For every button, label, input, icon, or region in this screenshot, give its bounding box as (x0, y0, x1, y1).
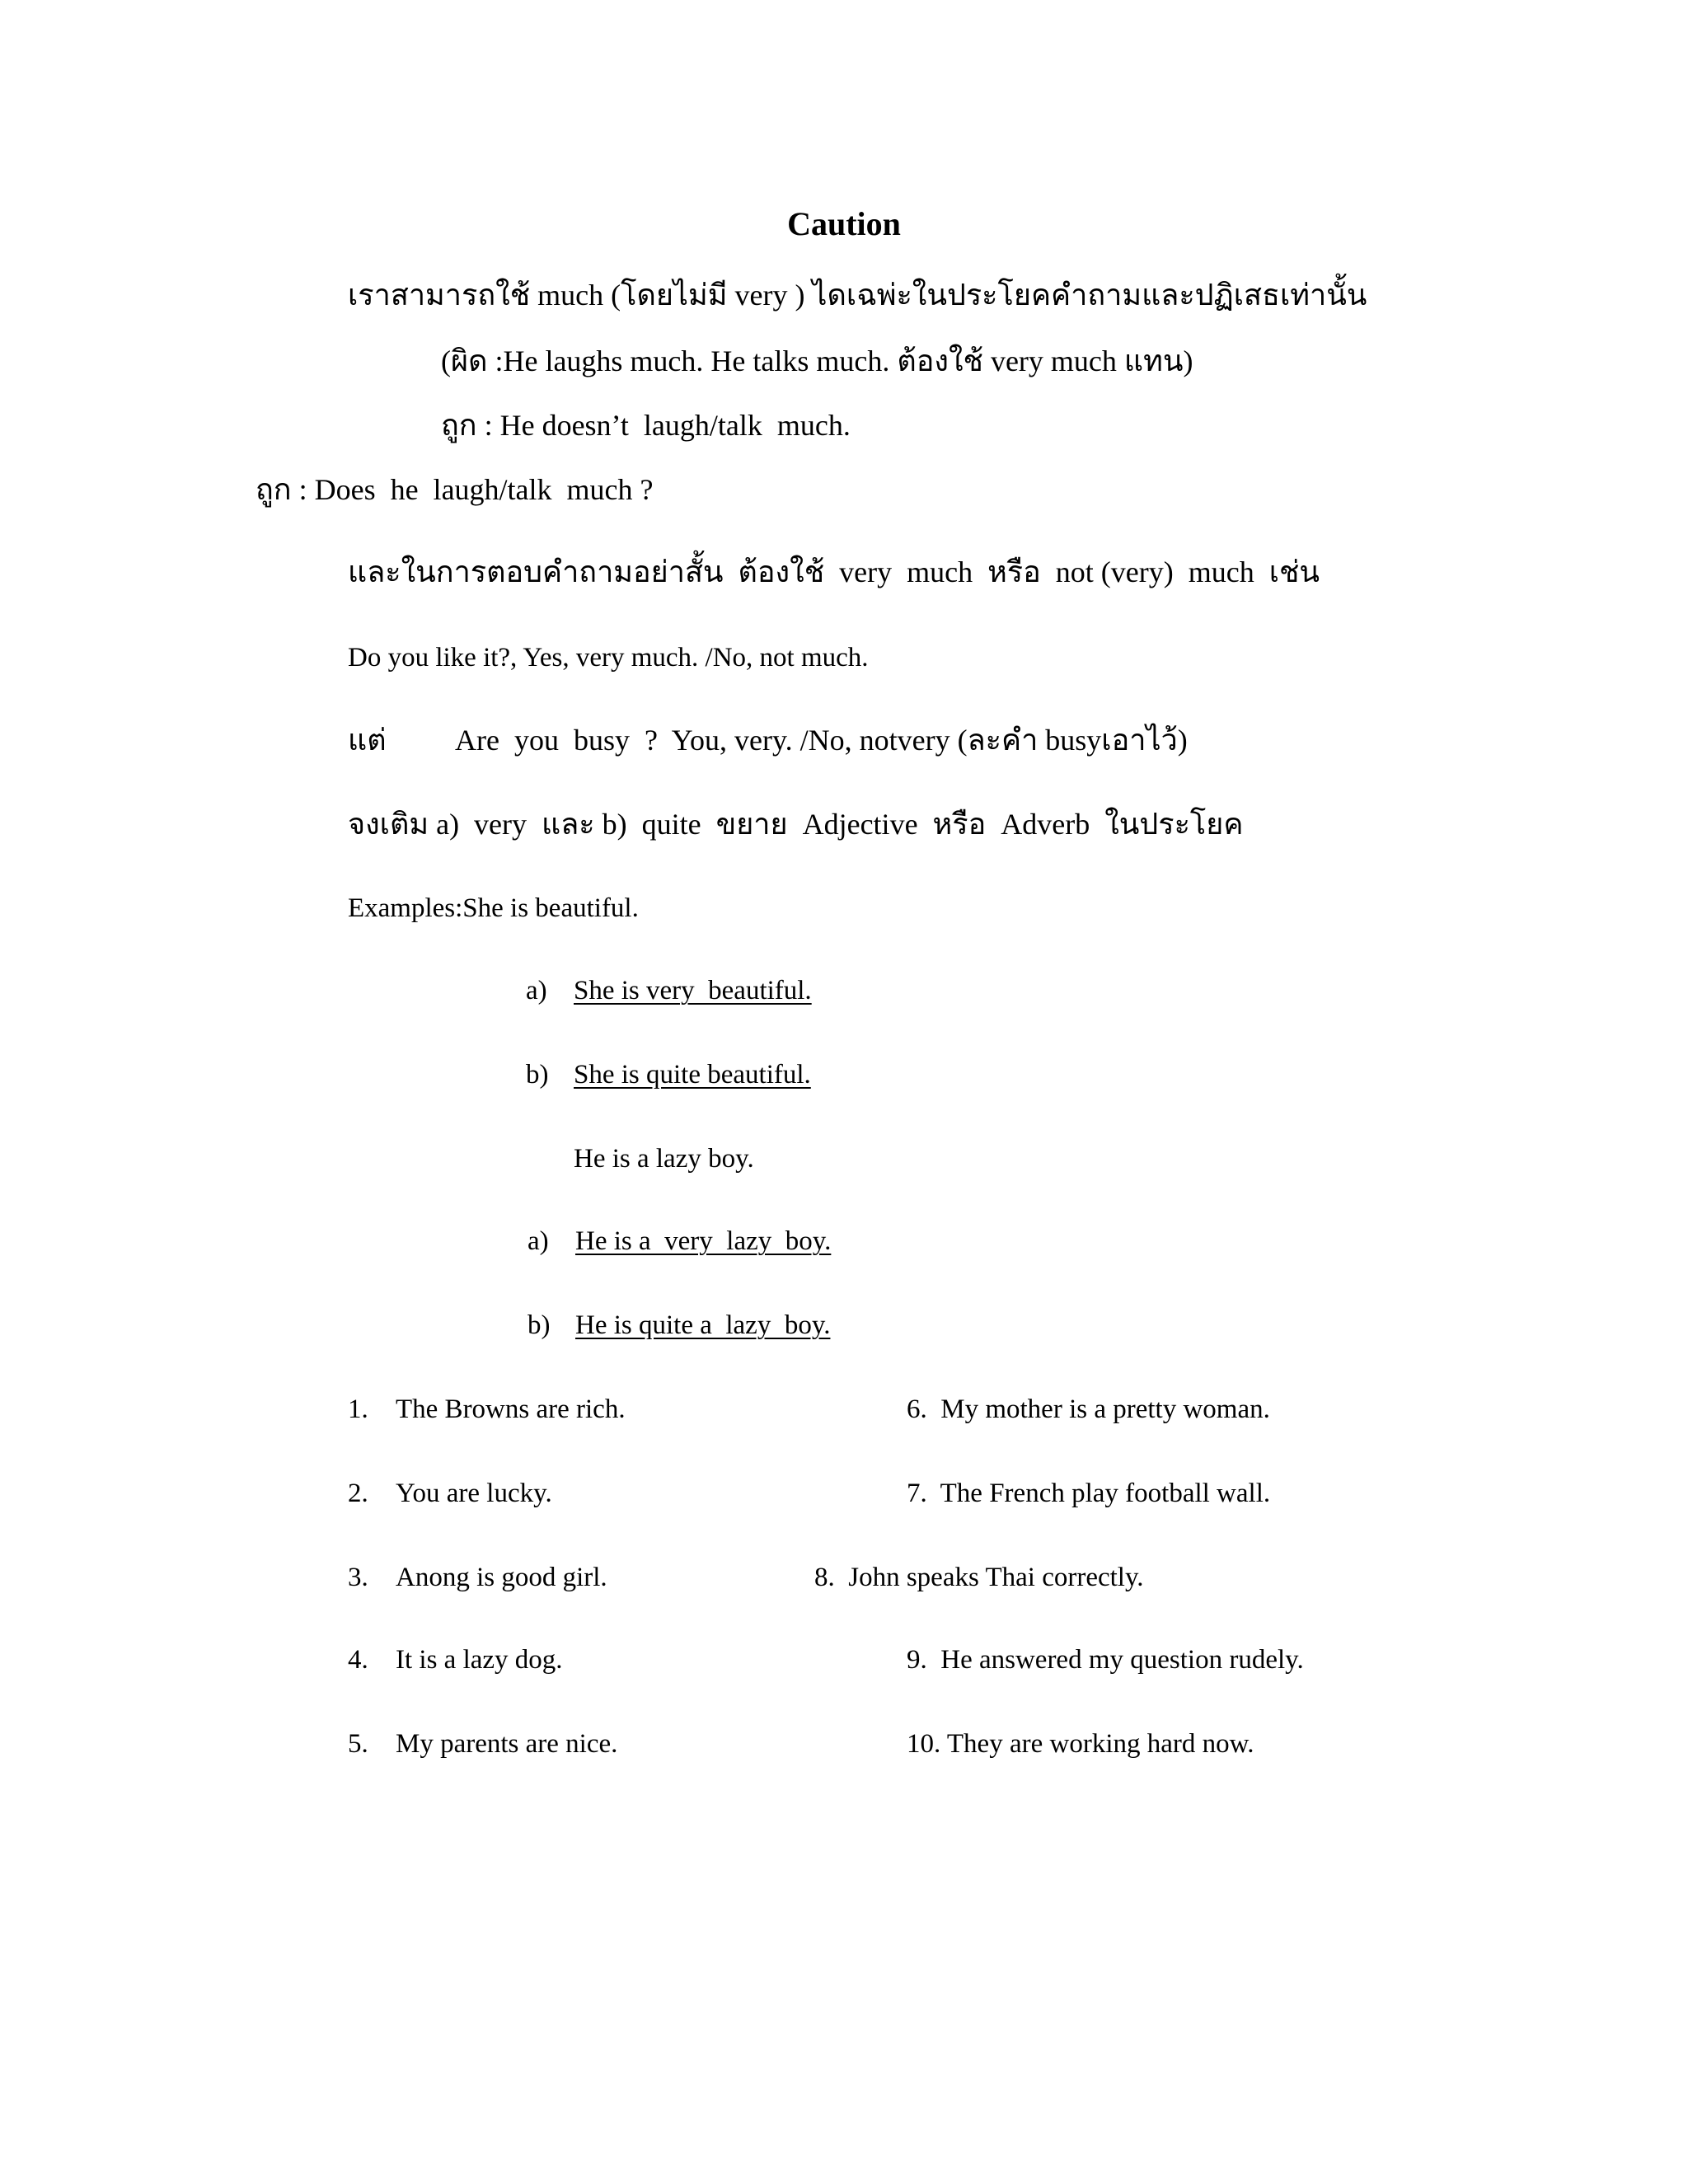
example-a1-label: a) (526, 976, 547, 1005)
exercise-item: 2. You are lucky. (348, 1479, 552, 1508)
exercise-item: 7. The French play football wall. (907, 1479, 1271, 1508)
exercise-item: 6. My mother is a pretty woman. (907, 1394, 1270, 1424)
exercise-item: 3. Anong is good girl. (348, 1563, 607, 1592)
rule-text: เราสามารถใช้ much (โดยไม่มี very ) ไดเฉพ่ะในประโยคคำถามและปฏิเสธเท่านั้น (348, 279, 1367, 312)
example-a2-label: a) (528, 1226, 549, 1256)
example-sentence-2: He is a lazy boy. (574, 1144, 754, 1174)
wrong-example: (ผิด :He laughs much. He talks much. ต้องใช้ very much แทน) (441, 344, 1193, 377)
short-answer-example: Do you like it?, Yes, very much. /No, not much. (348, 643, 869, 673)
example-b1-label: b) (526, 1060, 549, 1090)
instruction: จงเติม a) very และ b) quite ขยาย Adjective หรือ Adverb ในประโยค (348, 808, 1244, 841)
short-answer-rule: และในการตอบคำถามอย่าสั้น ต้องใช้ very much หรือ not (very) much เช่น (348, 555, 1320, 588)
correct-example-question: ถูก : Does he laugh/talk much ? (256, 473, 654, 506)
example-a1-answer: She is very beautiful. (574, 976, 812, 1005)
exercise-item: 10. They are working hard now. (907, 1729, 1254, 1759)
example-b2-label: b) (528, 1310, 551, 1340)
correct-example-negative: ถูก : He doesn’t laugh/talk much. (441, 409, 851, 442)
exercise-item: 5. My parents are nice. (348, 1729, 618, 1759)
example-b1-answer: She is quite beautiful. (574, 1060, 811, 1090)
exercise-item: 9. He answered my question rudely. (907, 1645, 1304, 1675)
example-b2-answer: He is quite a lazy boy. (575, 1310, 831, 1340)
exercise-item: 8. John speaks Thai correctly. (814, 1563, 1144, 1592)
busy-example: Are you busy ? You, very. /No, notvery (ละคำ busyเอาไว้) (455, 724, 1188, 757)
examples-heading: Examples:She is beautiful. (348, 893, 639, 923)
but-label: แต่ (348, 724, 387, 757)
exercise-item: 4. It is a lazy dog. (348, 1645, 563, 1675)
example-a2-answer: He is a very lazy boy. (575, 1226, 832, 1256)
exercise-item: 1. The Browns are rich. (348, 1394, 626, 1424)
page-title: Caution (787, 205, 901, 242)
